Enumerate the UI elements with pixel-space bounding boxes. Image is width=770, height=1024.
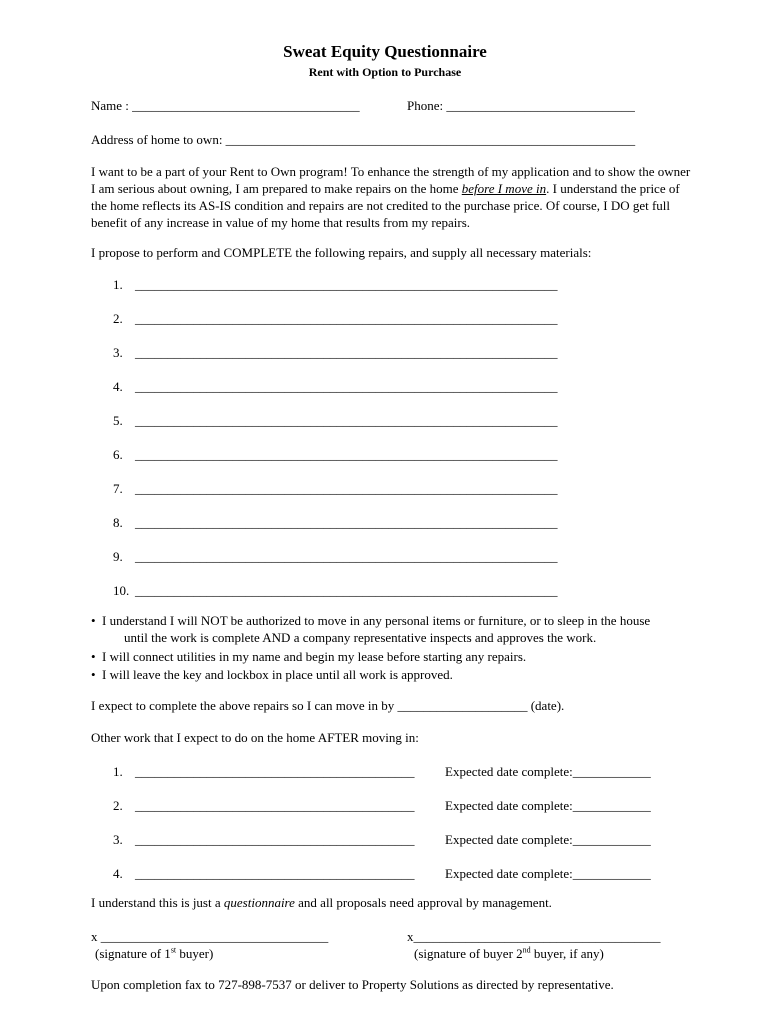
repair-line-5[interactable]: _________________________________________________________________ — [135, 413, 558, 428]
other-work-number-4: 4. — [113, 866, 123, 881]
repair-number-6: 6. — [113, 447, 123, 462]
signature-label-buyer-1 — [95, 946, 213, 962]
other-work-date-3[interactable]: Expected date complete:____________ — [445, 832, 651, 847]
disclaimer-end: and all proposals need approval by management. — [294, 895, 552, 910]
disclaimer-start: I understand this is just a — [91, 895, 224, 910]
signature-label-buyer-2 — [414, 946, 604, 962]
intro-paragraph — [91, 163, 691, 231]
other-work-line-1[interactable]: ___________________________________________ — [135, 764, 415, 779]
repair-line-4[interactable]: _________________________________________________________________ — [135, 379, 558, 394]
repair-line-6[interactable]: _________________________________________________________________ — [135, 447, 558, 462]
signature-label-2-text: (signature of buyer 2 — [414, 946, 523, 961]
other-work-number-2: 2. — [113, 798, 123, 813]
repair-number-4: 4. — [113, 379, 123, 394]
repair-number-3: 3. — [113, 345, 123, 360]
other-work-date-4[interactable]: Expected date complete:____________ — [445, 866, 651, 881]
signature-line-buyer-2[interactable]: x______________________________________ — [407, 929, 661, 944]
name-field[interactable]: Name : ___________________________________ — [91, 98, 360, 113]
signature-label-1-end: buyer) — [176, 946, 214, 961]
page-title: Sweat Equity Questionnaire — [283, 42, 487, 61]
other-work-number-3: 3. — [113, 832, 123, 847]
bullet-item-3: I will leave the key and lockbox in place until all work is approved. — [102, 667, 453, 682]
disclaimer-emphasis: questionnaire — [223, 895, 295, 910]
signature-label-2-sup: nd — [522, 945, 531, 955]
footer-instructions: Upon completion fax to 727-898-7537 or deliver to Property Solutions as directed by representative. — [91, 977, 614, 992]
page-subtitle: Rent with Option to Purchase — [308, 65, 462, 79]
other-work-number-1: 1. — [113, 764, 123, 779]
repair-line-9[interactable]: _________________________________________________________________ — [135, 549, 558, 564]
repair-number-10: 10. — [113, 583, 130, 598]
repair-number-5: 5. — [113, 413, 123, 428]
repair-number-9: 9. — [113, 549, 123, 564]
other-work-line-4[interactable]: ___________________________________________ — [135, 866, 415, 881]
other-work-line-3[interactable]: ___________________________________________ — [135, 832, 415, 847]
repair-number-7: 7. — [113, 481, 123, 496]
bullet-dot-3: • — [91, 667, 96, 682]
signature-label-1-sup: st — [170, 945, 177, 955]
bullet-item-1-continued: until the work is complete AND a company representative inspects and approves the work. — [124, 630, 597, 645]
other-work-prompt: Other work that I expect to do on the home AFTER moving in: — [91, 730, 419, 745]
repair-line-1[interactable]: _________________________________________________________________ — [135, 277, 558, 292]
intro-emphasis: before I move in — [461, 181, 547, 196]
repair-line-7[interactable]: _________________________________________________________________ — [135, 481, 558, 496]
intro-text-start: I want to be a part of your Rent to Own program! To enhance the strength of my application and to show the owner I am serious about owning, I am prepared to make repairs on the home — [91, 164, 691, 196]
disclaimer — [91, 895, 552, 911]
phone-field[interactable]: Phone: _____________________________ — [407, 98, 635, 113]
repair-number-2: 2. — [113, 311, 123, 326]
signature-label-1-text: (signature of 1 — [95, 946, 171, 961]
repairs-prompt: I propose to perform and COMPLETE the following repairs, and supply all necessary materials: — [91, 245, 592, 260]
other-work-date-1[interactable]: Expected date complete:____________ — [445, 764, 651, 779]
repair-number-8: 8. — [113, 515, 123, 530]
address-field[interactable]: Address of home to own: _______________________________________________________________ — [91, 132, 636, 147]
move-in-date-field[interactable]: I expect to complete the above repairs so I can move in by ____________________ (date). — [91, 698, 565, 713]
bullet-dot-2: • — [91, 649, 96, 664]
bullet-dot-1: • — [91, 613, 96, 628]
bullet-item-2: I will connect utilities in my name and begin my lease before starting any repairs. — [102, 649, 527, 664]
repair-line-8[interactable]: _________________________________________________________________ — [135, 515, 558, 530]
repair-line-2[interactable]: _________________________________________________________________ — [135, 311, 558, 326]
repair-number-1: 1. — [113, 277, 123, 292]
other-work-line-2[interactable]: ___________________________________________ — [135, 798, 415, 813]
intro-text-end: . I understand the price of the home reflects its AS-IS condition and repairs are not credited to the purchase price. Of course, I DO get full benefit of any increase in value of my home that results from my repairs. — [91, 181, 680, 230]
bullet-item-1: I understand I will NOT be authorized to move in any personal items or furniture, or to sleep in the house — [102, 613, 651, 628]
repair-line-3[interactable]: _________________________________________________________________ — [135, 345, 558, 360]
repair-line-10[interactable]: _________________________________________________________________ — [135, 583, 558, 598]
signature-line-buyer-1[interactable]: x ___________________________________ — [91, 929, 329, 944]
signature-label-2-end: buyer, if any) — [530, 946, 604, 961]
other-work-date-2[interactable]: Expected date complete:____________ — [445, 798, 651, 813]
